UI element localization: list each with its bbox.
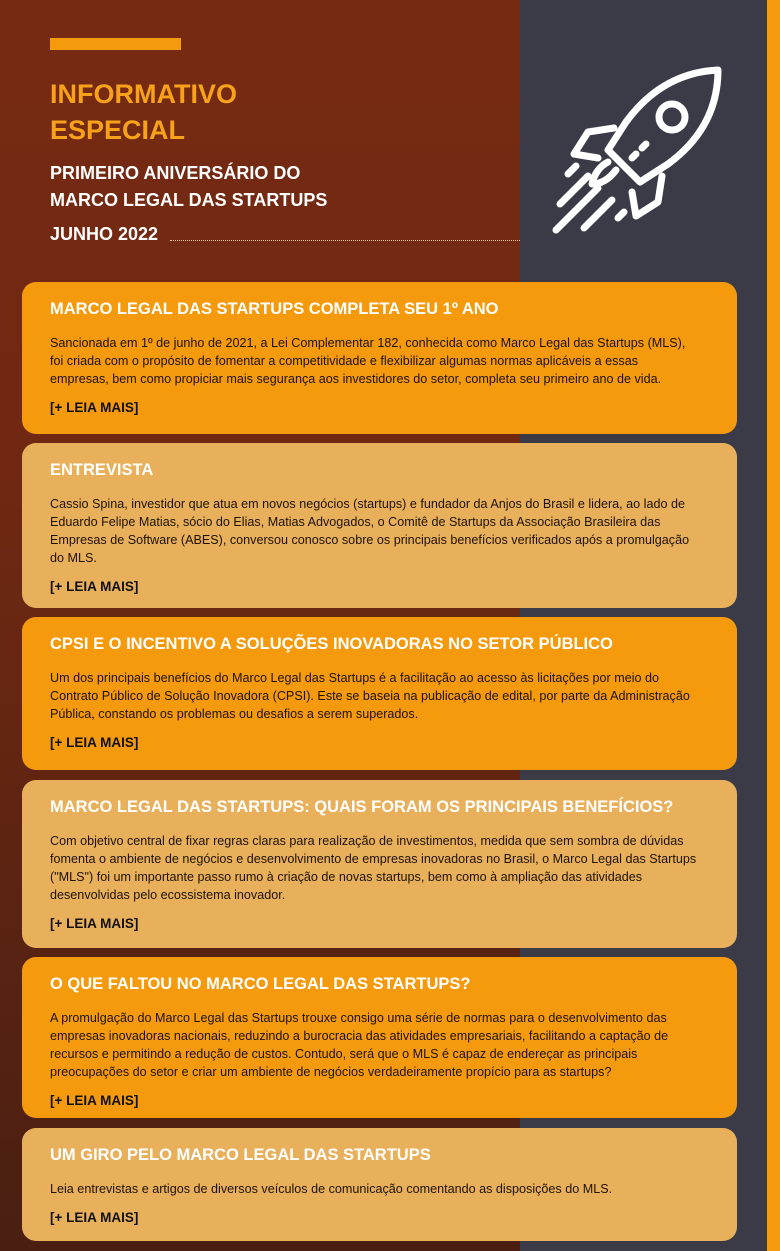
article-title: MARCO LEGAL DAS STARTUPS COMPLETA SEU 1º ANO — [50, 300, 499, 318]
article-title: CPSI E O INCENTIVO A SOLUÇÕES INOVADORAS NO SETOR PÚBLICO — [50, 635, 613, 653]
subtitle-line-2: MARCO LEGAL DAS STARTUPS — [50, 190, 328, 210]
article-body: Leia entrevistas e artigos de diversos veículos de comunicação comentando as disposições do MLS. — [50, 1182, 613, 1196]
article-card-interview — [22, 443, 737, 608]
article-card-overview — [22, 1128, 737, 1241]
article-card-benefits — [22, 780, 737, 948]
newsletter-subtitle — [50, 160, 520, 214]
edition-date: JUNHO 2022 — [50, 224, 159, 244]
read-more-link[interactable]: [+ LEIA MAIS] — [50, 916, 139, 931]
article-card-cpsi — [22, 617, 737, 770]
read-more-link[interactable]: [+ LEIA MAIS] — [50, 735, 139, 750]
subtitle-line-1: PRIMEIRO ANIVERSÁRIO DO — [50, 163, 301, 183]
dotted-divider — [170, 240, 520, 241]
article-title: MARCO LEGAL DAS STARTUPS: QUAIS FORAM OS PRINCIPAIS BENEFÍCIOS? — [50, 798, 674, 816]
rocket-icon — [548, 62, 728, 242]
title-line-2: ESPECIAL — [50, 115, 186, 145]
accent-stripe — [767, 0, 780, 1251]
newsletter-title — [50, 76, 520, 148]
read-more-link[interactable]: [+ LEIA MAIS] — [50, 1210, 139, 1225]
article-body: Sancionada em 1º de junho de 2021, a Lei Complementar 182, conhecida como Marco Legal das Startups (MLS), foi criada com o propósito de fomentar a competitividade e flexibilizar algumas normas aplicáveis a essas empresas, bem como propiciar mais segurança aos investidores do setor, completa seu primeiro ano de vida. — [50, 336, 686, 386]
article-body: A promulgação do Marco Legal das Startups trouxe consigo uma série de normas para o desenvolvimento das empresas inovadoras nacionais, reduzindo a burocracia das atividades empresariais, facilitando a captação de recursos e permitindo a redução de custos. Contudo, será que o MLS é capaz de endereçar as principais preocupações do setor e criar um ambiente de negócios verdadeiramente propício para as startups? — [50, 1011, 669, 1079]
article-title: O QUE FALTOU NO MARCO LEGAL DAS STARTUPS? — [50, 975, 471, 993]
title-line-1: INFORMATIVO — [50, 79, 237, 109]
newsletter-header — [50, 38, 520, 245]
article-title: ENTREVISTA — [50, 461, 154, 479]
article-body: Um dos principais benefícios do Marco Legal das Startups é a facilitação ao acesso às licitações por meio do Contrato Público de Solução Inovadora (CPSI). Este se baseia na publicação de edital, por parte da Administração Pública, constando os problemas ou desafios a serem superados. — [50, 671, 690, 721]
date-row — [50, 224, 520, 245]
article-card-mls-anniversary — [22, 282, 737, 434]
article-card-missing — [22, 957, 737, 1118]
read-more-link[interactable]: [+ LEIA MAIS] — [50, 400, 139, 415]
header-accent-bar — [50, 38, 181, 50]
read-more-link[interactable]: [+ LEIA MAIS] — [50, 1093, 139, 1108]
article-body: Com objetivo central de fixar regras claras para realização de investimentos, medida que sem sombra de dúvidas fomenta o ambiente de negócios e desenvolvimento de empresas inovadoras no Brasil, o Marco Legal das Startups ("MLS") foi um importante passo rumo à criação de novas startups, bem como à ampliação das atividades desenvolvidas pelo ecossistema inovador. — [50, 834, 697, 902]
read-more-link[interactable]: [+ LEIA MAIS] — [50, 579, 139, 594]
article-body: Cassio Spina, investidor que atua em novos negócios (startups) e fundador da Anjos do Brasil e lidera, ao lado de Eduardo Felipe Matias, sócio do Elias, Matias Advogados, o Comitê de Startups da Associação Brasileira das Empresas de Software (ABES), conversou conosco sobre os principais benefícios verificados após a promulgação do MLS. — [50, 497, 690, 565]
article-title: UM GIRO PELO MARCO LEGAL DAS STARTUPS — [50, 1146, 431, 1164]
